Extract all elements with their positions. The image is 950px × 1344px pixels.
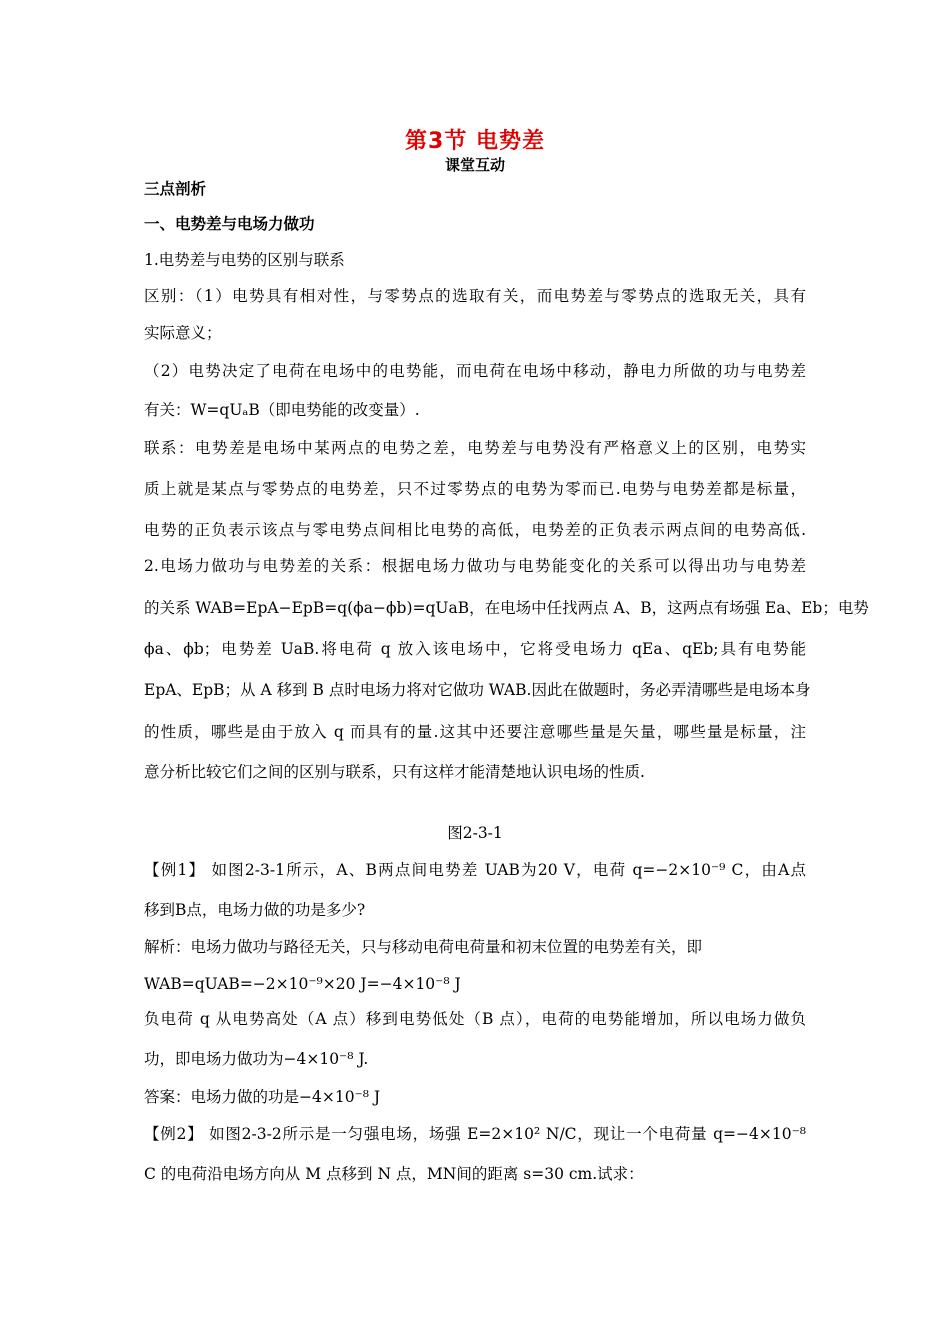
paragraph-line: 意分析比较它们之间的区别与联系，只有这样才能清楚地认识电场的性质. (144, 763, 645, 781)
heading-analysis: 三点剖析 (144, 180, 207, 198)
paragraph-line: ϕa、ϕb；电势差 UaB.将电荷 q 放入该电场中，它将受电场力 qEa、qEb;具有电势能 (144, 640, 806, 658)
solution-line: 解析：电场力做功与路径无关，只与移动电荷电荷量和初末位置的电势差有关，即 (144, 938, 703, 956)
example-line: C 的电荷沿电场方向从 M 点移到 N 点，MN间的距离 s=30 cm.试求： (144, 1165, 644, 1183)
paragraph-line: EpA、EpB；从 A 移到 B 点时电场力将对它做功 WAB.因此在做题时，务必弄清哪些是电场本身 (144, 681, 811, 699)
section-subtitle: 课堂互动 (444, 156, 505, 174)
paragraph-line: 2.电场力做功与电势差的关系：根据电场力做功与电势能变化的关系可以得出功与电势差 (144, 557, 806, 575)
paragraph-line: 质上就是某点与零势点的电势差，只不过零势点的电势为零而已.电势与电势差都是标量， (144, 480, 806, 498)
paragraph-line: 1.电势差与电势的区别与联系 (144, 251, 345, 269)
example-line: 移到B点，电场力做的功是多少? (144, 901, 366, 919)
paragraph-line: 的性质，哪些是由于放入 q 而具有的量.这其中还要注意哪些量是矢量，哪些量是标量，注 (144, 723, 806, 741)
paragraph-line: 有关：W=qUₐB（即电势能的改变量）. (144, 401, 420, 419)
example-line: 【例2】 如图2-3-2所示是一匀强电场，场强 E=2×10² N/C，现让一个电荷量 q=−4×10⁻⁸ (144, 1125, 806, 1143)
paragraph-line: 联系：电势差是电场中某两点的电势之差，电势差与电势没有严格意义上的区别，电势实 (144, 439, 806, 457)
solution-line: 负电荷 q 从电势高处（A 点）移到电势低处（B 点），电荷的电势能增加，所以电场力做负 (144, 1010, 806, 1028)
solution-line: 功，即电场力做功为−4×10⁻⁸ J. (144, 1050, 369, 1068)
section-title: 第3节 电势差 (405, 129, 545, 154)
figure-caption: 图2-3-1 (447, 824, 503, 842)
example-line: 【例1】 如图2-3-1所示，A、B两点间电势差 UAB为20 V，电荷 q=−2×10⁻⁹ C，由A点 (144, 861, 806, 879)
answer-line: 答案：电场力做的功是−4×10⁻⁸ J (144, 1088, 381, 1106)
paragraph-line: 的关系 WAB=EpA−EpB=q(ϕa−ϕb)=qUaB，在电场中任找两点 A、B，这两点有场强 Ea、Eb；电势 (144, 599, 869, 617)
paragraph-line: 实际意义； (144, 324, 222, 342)
paragraph-line: 电势的正负表示该点与零电势点间相比电势的高低，电势差的正负表示两点间的电势高低. (144, 521, 806, 539)
paragraph-line: （2）电势决定了电荷在电场中的电势能，而电荷在电场中移动，静电力所做的功与电势差 (144, 362, 806, 380)
formula-line: WAB=qUAB=−2×10⁻⁹×20 J=−4×10⁻⁸ J (144, 975, 461, 993)
paragraph-line: 区别：（1）电势具有相对性，与零势点的选取有关，而电势差与零势点的选取无关，具有 (144, 287, 806, 305)
heading-part-one: 一、电势差与电场力做功 (144, 215, 315, 233)
